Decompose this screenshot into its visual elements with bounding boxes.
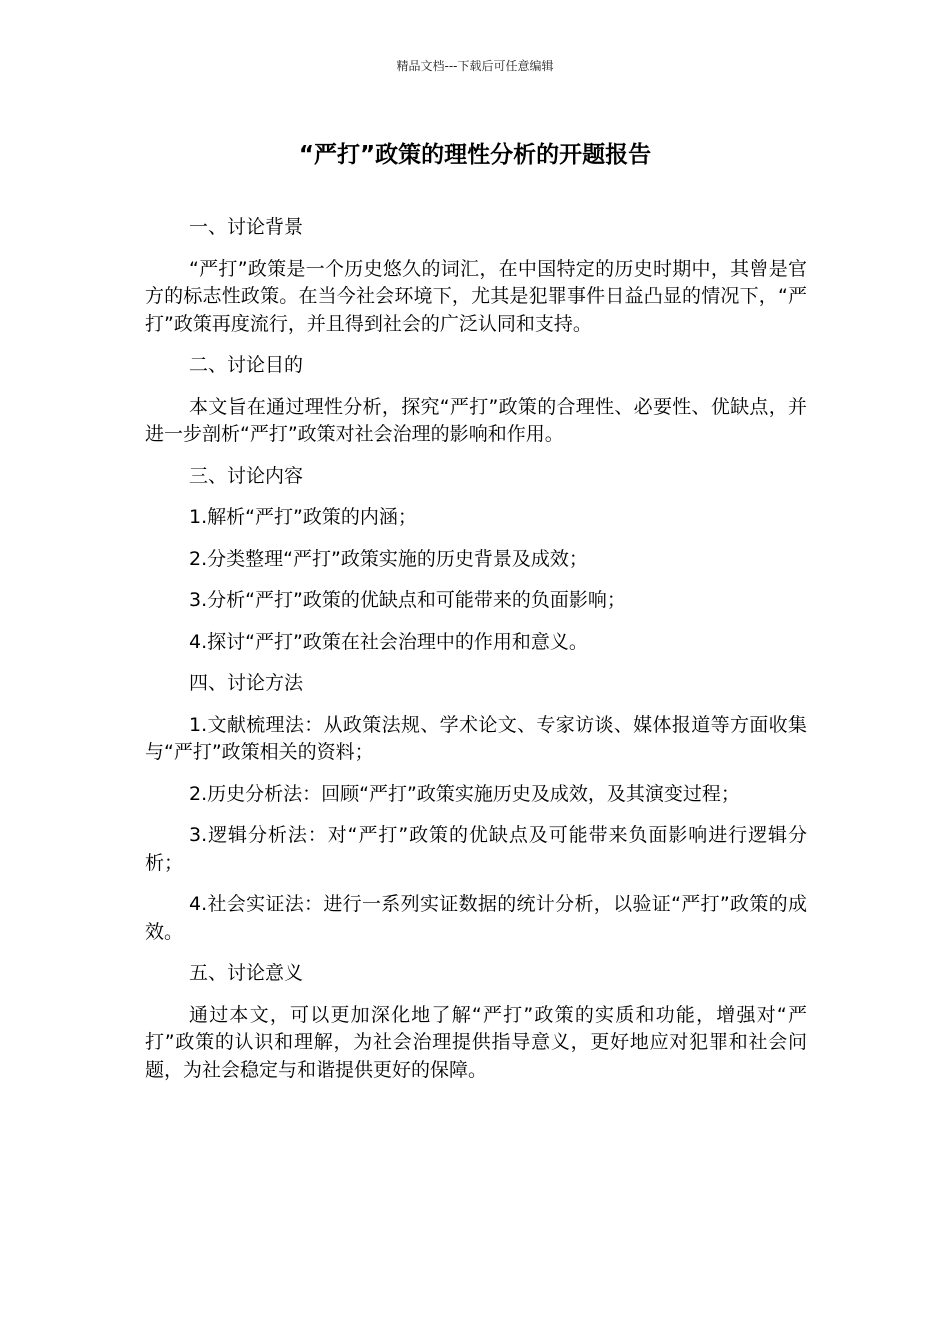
method-item-1: 1.文献梳理法：从政策法规、学术论文、专家访谈、媒体报道等方面收集与“严打”政策相关的资料； [145,713,807,763]
method-item-2: 2.历史分析法：回顾“严打”政策实施历史及成效，及其演变过程； [189,782,740,805]
significance-paragraph: 通过本文，可以更加深化地了解“严打”政策的实质和功能，增强对“严打”政策的认识和理解，为社会治理提供指导意义，更好地应对犯罪和社会问题，为社会稳定与和谐提供更好的保障。 [145,1003,807,1081]
section-heading-methods: 四、讨论方法 [189,672,304,694]
document-body [145,214,807,1098]
method-item-3: 3.逻辑分析法：对“严打”政策的优缺点及可能带来负面影响进行逻辑分析； [145,824,807,874]
header-note: 精品文档---下载后可任意编辑 [396,59,554,73]
content-item-4: 4.探讨“严打”政策在社会治理中的作用和意义。 [189,630,588,653]
content-item-3: 3.分析“严打”政策的优缺点和可能带来的负面影响； [189,589,626,611]
section-heading-purpose: 二、讨论目的 [189,354,304,376]
method-item-4: 4.社会实证法：进行一系列实证数据的统计分析，以验证“严打”政策的成效。 [145,893,807,943]
document-title: “严打”政策的理性分析的开题报告 [298,142,652,168]
background-paragraph: “严打”政策是一个历史悠久的词汇，在中国特定的历史时期中，其曾是官方的标志性政策。在当今社会环境下，尤其是犯罪事件日益凸显的情况下，“严打”政策再度流行，并且得到社会的广泛认同和支持。 [145,257,807,335]
section-heading-content: 三、讨论内容 [189,464,304,487]
content-item-2: 2.分类整理“严打”政策实施的历史背景及成效； [189,547,588,570]
section-heading-background: 一、讨论背景 [189,216,304,238]
content-item-1: 1.解析“严打”政策的内涵； [189,506,417,528]
purpose-paragraph: 本文旨在通过理性分析，探究“严打”政策的合理性、必要性、优缺点，并进一步剖析“严打”政策对社会治理的影响和作用。 [145,395,807,445]
section-heading-significance: 五、讨论意义 [189,962,304,984]
